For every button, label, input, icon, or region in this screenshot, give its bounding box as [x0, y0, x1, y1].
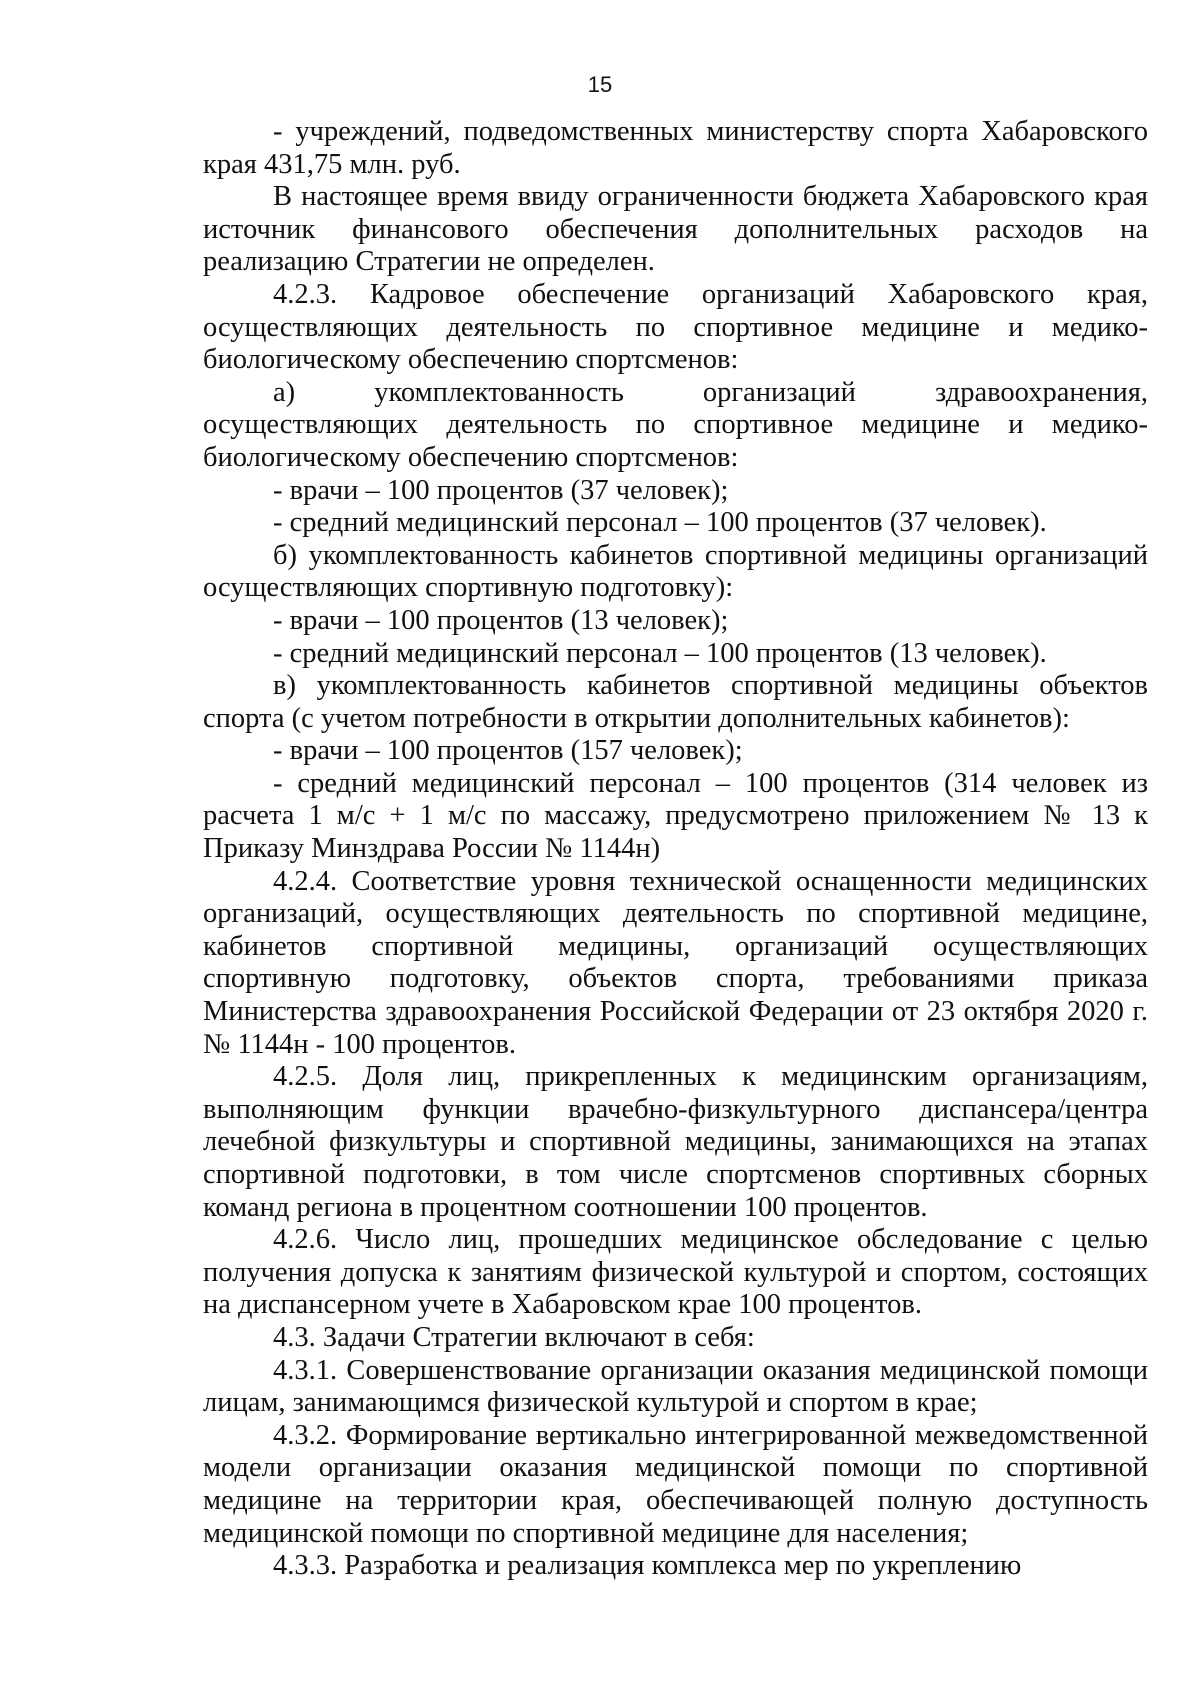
paragraph-4-3-3: 4.3.3. Разработка и реализация комплекса мер по укреплению [273, 1550, 1022, 1582]
document-body [203, 116, 1148, 1583]
paragraph-4-3: 4.3. Задачи Стратегии включают в себя: [273, 1321, 755, 1353]
list-item: - средний медицинский персонал – 100 процентов (314 человек из расчета 1 м/с + 1 м/с по массажу, предусмотрено приложением № 13 к Приказу Минздрава России № 1144н) [203, 767, 1148, 865]
paragraph-funding-source: В настоящее время ввиду ограниченности бюджета Хабаровского края источник финансового обеспечения дополнительных расходов на реализацию Стратегии не определен. [203, 181, 1148, 278]
list-item: - врачи – 100 процентов (37 человек); [273, 474, 729, 506]
list-item: - врачи – 100 процентов (13 человек); [273, 604, 729, 636]
paragraph-budget-subordinate: - учреждений, подведомственных министерству спорта Хабаровского края 431,75 млн. руб. [203, 116, 1148, 180]
paragraph-4-3-2: 4.3.2. Формирование вертикально интегрированной межведомственной модели организации оказания медицинской помощи по спортивной медицине на территории края, обеспечивающей полную доступность медицинской помощи по спортивной медицине для населения; [203, 1419, 1148, 1549]
list-item: - врачи – 100 процентов (157 человек); [273, 735, 743, 767]
paragraph-4-2-5: 4.2.5. Доля лиц, прикрепленных к медицинским организациям, выполняющим функции врачебно-физкультурного диспансера/центра лечебной физкультуры и спортивной медицины, занимающихся на этапах спортивной подготовки, в том числе спортсменов спортивных сборных команд региона в процентном соотношении 100 процентов. [203, 1061, 1148, 1223]
paragraph-4-3-1: 4.3.1. Совершенствование организации оказания медицинской помощи лицам, занимающимся физической культурой и спортом в крае; [203, 1354, 1148, 1419]
paragraph-4-2-6: 4.2.6. Число лиц, прошедших медицинское обследование с целью получения допуска к занятиям физической культурой и спортом, состоящих на диспансерном учете в Хабаровском крае 100 процентов. [203, 1224, 1148, 1321]
paragraph-item-a: а) укомплектованность организаций здравоохранения, осуществляющих деятельность по спортивное медицине и медико-биологическому обеспечению спортсменов: [203, 376, 1148, 473]
paragraph-item-v: в) укомплектованность кабинетов спортивной медицины объектов спорта (с учетом потребности в открытии дополнительных кабинетов): [203, 670, 1148, 734]
page-number: 15 [587, 72, 613, 97]
paragraph-4-2-3: 4.2.3. Кадровое обеспечение организаций Хабаровского края, осуществляющих деятельность по спортивное медицине и медико-биологическому обеспечению спортсменов: [203, 278, 1148, 376]
paragraph-item-b: б) укомплектованность кабинетов спортивной медицины организаций осуществляющих спортивную подготовку): [203, 539, 1148, 604]
list-item: - средний медицинский персонал – 100 процентов (13 человек). [273, 637, 1047, 669]
paragraph-4-2-4: 4.2.4. Соответствие уровня технической оснащенности медицинских организаций, осуществляющих деятельность по спортивной медицине, кабинетов спортивной медицины, организаций осуществляющих спортивную подготовку, объектов спорта, требованиями приказа Министерства здравоохранения Российской Федерации от 23 октября 2020 г. № 1144н - 100 процентов. [203, 865, 1148, 1060]
list-item: - средний медицинский персонал – 100 процентов (37 человек). [273, 507, 1047, 539]
